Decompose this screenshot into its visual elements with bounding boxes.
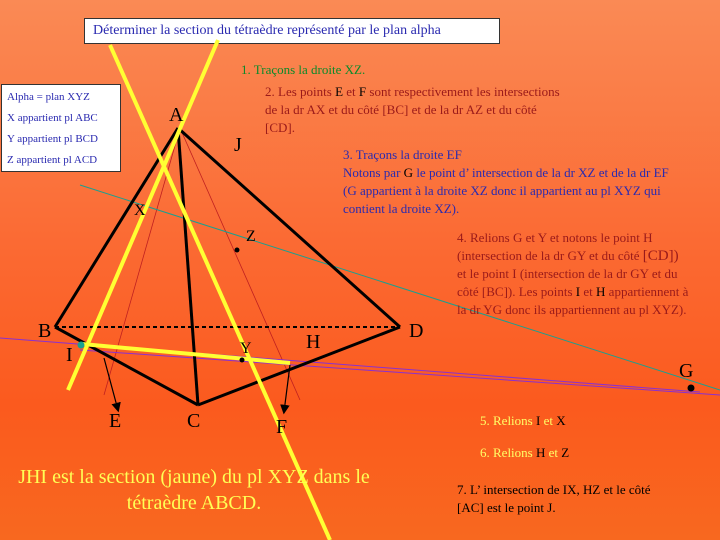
conclusion: JHI est la section (jaune) du pl XYZ dans le tétraèdre ABCD. [18, 466, 370, 514]
point-y-dot [240, 358, 245, 363]
step-4: 4. Relions G et Y et notons le point H (intersection de la dr GY et du côté [CD]) et le point I (intersection de la dr GY et du côté [BC]). Les points I et H appartiennent à la dr YG donc ils appartiennent au pl XYZ). [457, 230, 689, 317]
line-ef [80, 350, 720, 395]
label-d: D [409, 320, 424, 342]
label-e: E [109, 410, 122, 432]
line-ae [104, 128, 180, 395]
label-g: G [679, 360, 694, 382]
label-a: A [169, 104, 184, 126]
label-y: Y [240, 340, 252, 357]
step-5: 5. Relions I et X [480, 413, 566, 428]
legend-item: Y appartient pl BCD [7, 133, 98, 145]
label-f: F [276, 416, 288, 438]
point-z-dot [235, 248, 240, 253]
step-3: 3. Traçons la droite EF Notons par G le point d’ intersection de la dr XZ et de la dr EF (G appartient à la droite XZ donc il appartient au pl XYZ qui contient la droite XZ). [343, 147, 669, 216]
label-j: J [234, 134, 242, 156]
point-g-dot [688, 385, 695, 392]
step-6: 6. Relions H et Z [480, 445, 570, 460]
page-title: Déterminer la section du tétraèdre représenté par le plan alpha [84, 18, 500, 44]
label-h: H [306, 331, 321, 353]
step-1: 1. Traçons la droite XZ. [241, 62, 366, 77]
label-i: I [66, 344, 73, 366]
legend-item: X appartient pl ABC [7, 112, 98, 124]
label-c: C [187, 410, 201, 432]
step-2: 2. Les points E et F sont respectivement les intersections de la dr AX et du côté [BC] et de la dr AZ et du côté [CD]. [265, 84, 560, 135]
edge-cd [198, 327, 400, 405]
edge-ac [178, 128, 198, 405]
arrow-e [104, 358, 118, 410]
label-z: Z [246, 228, 256, 245]
point-i-dot [78, 342, 85, 349]
label-x: X [134, 202, 146, 219]
label-b: B [38, 320, 52, 342]
legend-item: Alpha = plan XYZ [7, 91, 90, 103]
legend-item: Z appartient pl ACD [7, 154, 98, 166]
step-7: 7. L’ intersection de IX, HZ et le côté [AC] est le point J. [457, 482, 651, 515]
